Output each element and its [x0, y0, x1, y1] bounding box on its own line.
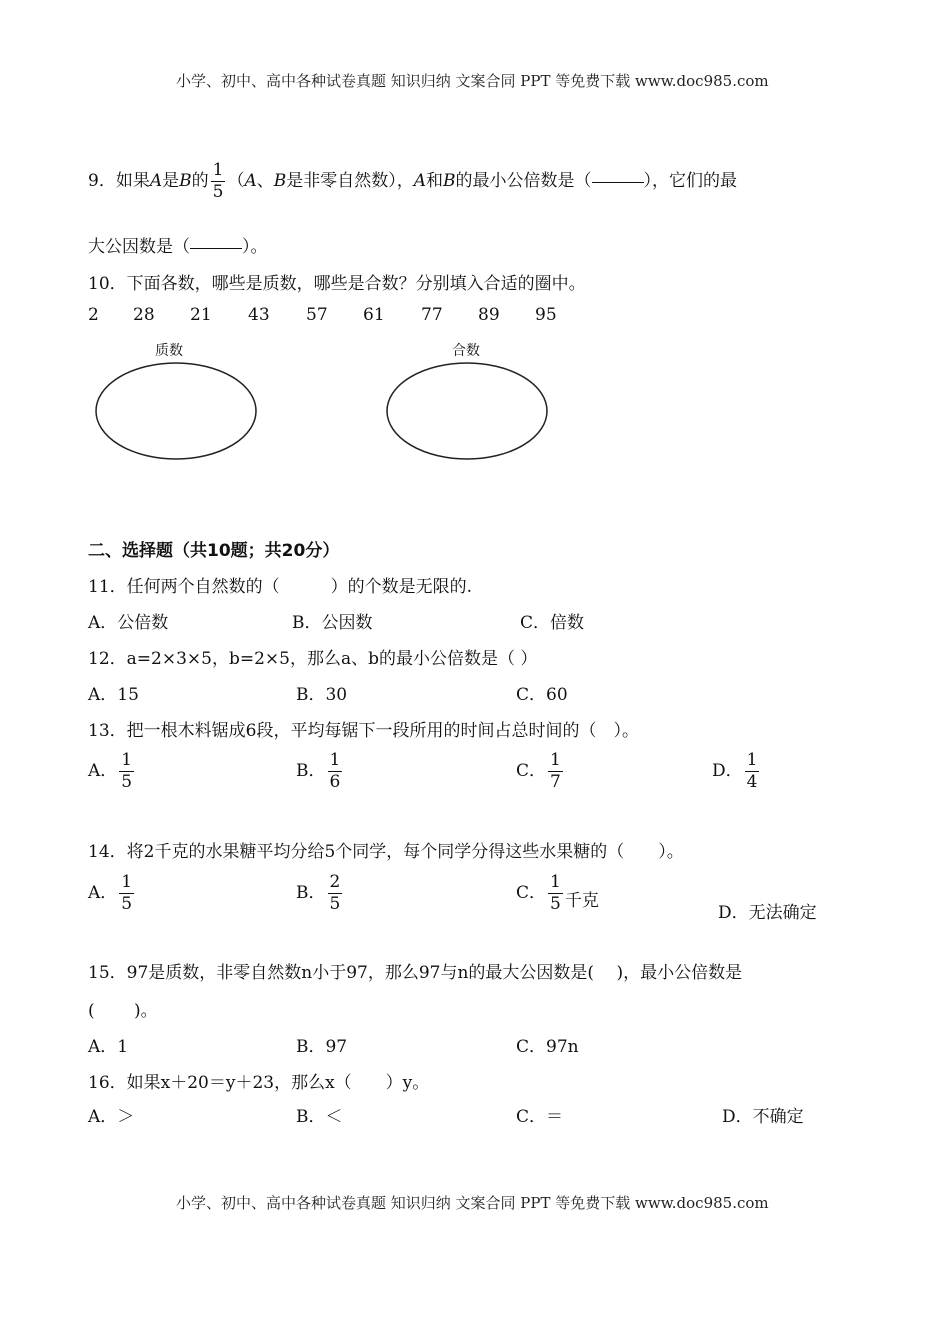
q10-number: 61 [363, 305, 385, 325]
question-9-line-2 [88, 232, 268, 257]
frac-numerator: 1 [329, 750, 341, 770]
frac-denominator: 7 [550, 772, 561, 792]
frac-denominator: 6 [329, 772, 341, 792]
q14-option-d[interactable]: D．无法确定 [718, 903, 817, 923]
q10-number: 77 [421, 305, 443, 325]
q12-option-c[interactable]: C．60 [516, 685, 568, 705]
q9-text-1: 9．如果 [88, 171, 150, 191]
q9-text-9: ），它们的最 [643, 171, 737, 191]
q9-answer-blank-2[interactable] [190, 247, 242, 249]
q13-a-fraction [119, 750, 134, 793]
q9-frac-numerator: 1 [212, 160, 224, 180]
frac-denominator: 5 [329, 894, 341, 914]
prime-oval[interactable] [96, 363, 256, 459]
q9-var-a2: A [244, 171, 257, 191]
frac-numerator: 1 [121, 750, 133, 770]
q10-number: 95 [535, 305, 557, 325]
page-footer: 小学、初中、高中各种试卷真题 知识归纳 文案合同 PPT 等免费下载 www.doc985.com [176, 1194, 769, 1212]
q13-d-label: D． [712, 761, 743, 781]
frac-numerator: 2 [329, 872, 341, 892]
q14-option-a[interactable] [88, 872, 136, 915]
q10-answer-ovals [85, 360, 565, 470]
q9-line2-text-1: 大公因数是（ [88, 237, 190, 257]
prime-label: 质数 [155, 343, 183, 359]
frac-denominator: 4 [746, 772, 758, 792]
q9-var-b2: B [273, 171, 287, 191]
q16-option-d[interactable]: D．不确定 [722, 1107, 804, 1127]
q9-answer-blank-1[interactable] [592, 181, 644, 183]
q9-text-4: （ [227, 171, 245, 191]
q9-text-5: 、 [256, 171, 274, 191]
question-15-line-2: ( )。 [88, 1001, 158, 1021]
q10-number-list [88, 305, 688, 327]
q9-frac-denominator: 5 [212, 182, 224, 202]
q14-b-label: B． [296, 883, 326, 903]
q10-number: 21 [190, 305, 212, 325]
page-header: 小学、初中、高中各种试卷真题 知识归纳 文案合同 PPT 等免费下载 www.doc985.com [176, 72, 769, 90]
q13-option-d[interactable] [712, 750, 761, 793]
q9-text-6: 是非零自然数）， [286, 171, 414, 191]
q11-option-b[interactable]: B．公因数 [292, 613, 373, 633]
frac-numerator: 1 [550, 872, 561, 892]
frac-denominator: 5 [121, 894, 133, 914]
q15-option-c[interactable]: C．97n [516, 1037, 579, 1057]
q14-a-fraction [119, 872, 134, 915]
composite-label: 合数 [452, 343, 480, 359]
q9-var-b: B [179, 171, 192, 191]
q13-option-a[interactable] [88, 750, 136, 793]
q10-number: 28 [133, 305, 155, 325]
frac-numerator: 1 [121, 872, 133, 892]
composite-oval[interactable] [387, 363, 547, 459]
q9-var-a3: A [413, 171, 426, 191]
q11-option-c[interactable]: C．倍数 [520, 613, 585, 633]
q9-text-2: 是 [162, 171, 180, 191]
section-2-title: 二、选择题（共10题；共20分） [88, 541, 340, 561]
q13-option-b[interactable] [296, 750, 344, 793]
q9-var-b3: B [443, 171, 456, 191]
frac-numerator: 1 [550, 750, 561, 770]
q9-text-3: 的 [191, 171, 209, 191]
q10-number: 2 [88, 305, 99, 325]
question-12-text: 12．a=2×3×5，b=2×5，那么a、b的最小公倍数是（ ） [88, 649, 538, 669]
q13-b-label: B． [296, 761, 326, 781]
frac-denominator: 5 [121, 772, 133, 792]
q14-c-label: C． [516, 883, 547, 903]
question-16-text: 16．如果x＋20＝y＋23，那么x（ ）y。 [88, 1073, 430, 1093]
frac-denominator: 5 [550, 894, 561, 914]
question-10-text: 10．下面各数，哪些是质数，哪些是合数？分别填入合适的圈中。 [88, 274, 586, 294]
q9-text-7: 和 [426, 171, 443, 191]
frac-numerator: 1 [746, 750, 758, 770]
q13-d-fraction [745, 750, 760, 793]
question-9-line-1 [88, 160, 737, 203]
q10-number: 57 [306, 305, 328, 325]
q13-a-label: A． [88, 761, 118, 781]
q14-option-c[interactable] [516, 872, 599, 915]
question-11-text: 11．任何两个自然数的（ ）的个数是无限的. [88, 577, 473, 597]
q13-c-label: C． [516, 761, 547, 781]
q9-var-a: A [149, 171, 163, 191]
q9-text-8: 的最小公倍数是（ [455, 171, 592, 191]
question-14-text: 14．将2千克的水果糖平均分给5个同学，每个同学分得这些水果糖的（ ）。 [88, 842, 684, 862]
q14-a-label: A． [88, 883, 118, 903]
q16-option-c[interactable]: C．＝ [516, 1107, 564, 1127]
question-15-line-1: 15．97是质数，非零自然数n小于97，那么97与n的最大公因数是( )，最小公倍数是 [88, 963, 743, 983]
q14-b-fraction [328, 872, 343, 915]
q10-number: 43 [248, 305, 270, 325]
q13-option-c[interactable] [516, 750, 565, 793]
q10-number: 89 [478, 305, 500, 325]
q11-option-a[interactable]: A．公倍数 [88, 613, 169, 633]
q9-fraction [211, 160, 226, 203]
q14-c-fraction [548, 872, 563, 915]
q14-option-b[interactable] [296, 872, 344, 915]
q15-option-a[interactable]: A．1 [88, 1037, 129, 1057]
q15-option-b[interactable]: B．97 [296, 1037, 348, 1057]
q13-b-fraction [328, 750, 343, 793]
q14-c-unit: 千克 [564, 891, 599, 911]
question-13-text: 13．把一根木料锯成6段，平均每锯下一段所用的时间占总时间的（ ）。 [88, 721, 639, 741]
q16-option-a[interactable]: A．＞ [88, 1107, 135, 1127]
q12-option-b[interactable]: B．30 [296, 685, 348, 705]
q16-option-b[interactable]: B．＜ [296, 1107, 343, 1127]
q9-line2-text-2: ）。 [242, 237, 268, 257]
q13-c-fraction [548, 750, 563, 793]
q12-option-a[interactable]: A．15 [88, 685, 139, 705]
